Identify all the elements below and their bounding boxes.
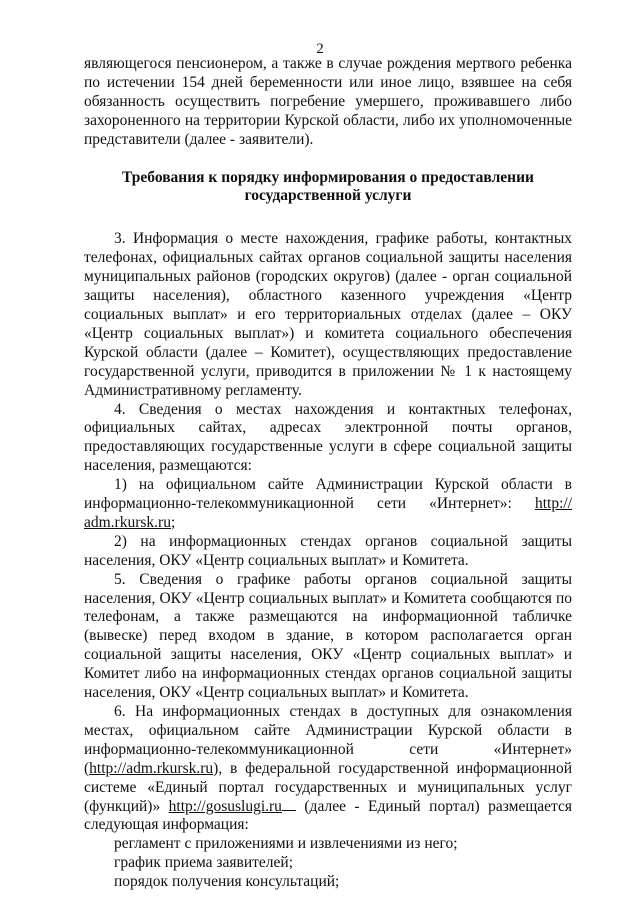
paragraph-4-item-1-text: 1) на официальном сайте Администрации Курской области в информационно-телекоммуникационной сети «Интернет»:	[84, 476, 572, 513]
gosuslugi-link[interactable]: http://gosuslugi.ru	[168, 797, 282, 815]
link-underline-gap	[282, 798, 296, 811]
paragraph-4: 4. Сведения о местах нахождения и контактных телефонах, официальных сайтах, адресах электронной почты органов, предоставляющих государственные услуги в сфере социальной защиты населения, размещаются:	[84, 400, 572, 475]
section-heading-line-2: государственной услуги	[244, 187, 412, 205]
paragraph-6-text-after: (далее - Единый портал) размещается следующая информация:	[84, 797, 572, 834]
paragraph-4-item-1	[84, 476, 572, 533]
admin-site-link-2[interactable]: http://adm.rkursk.ru	[89, 759, 214, 777]
list-item: график приема заявителей;	[114, 854, 294, 872]
list-item: регламент с приложениями и извлечениями из него;	[114, 835, 458, 853]
document-body	[84, 55, 572, 892]
page-number: 2	[316, 41, 324, 57]
paragraph-6	[84, 703, 572, 835]
paragraph-6-text-middle: ), в федеральной государственной информационной системе «Единый портал государственных и муниципальных услуг (функций)»	[84, 759, 572, 815]
paragraph-4-item-1-tail: ;	[170, 513, 176, 531]
admin-site-link[interactable]: http:// adm.rkursk.ru	[84, 495, 573, 531]
section-heading	[84, 169, 572, 207]
list-item: порядок получения консультаций;	[114, 873, 340, 891]
paragraph-intro: являющегося пенсионером, а также в случае рождения мертвого ребенка по истечении 154 дней беременности или иное лицо, взявшее на себя обязанность осуществить погребение умершего, проживавшего либо захороненного на территории Курской области, либо их уполномоченные представители (далее - заявители).	[84, 55, 572, 148]
section-heading-line-1: Требования к порядку информирования о предоставлении	[122, 168, 534, 186]
paragraph-4-item-2: 2) на информационных стендах органов социальной защиты населения, ОКУ «Центр социальных выплат» и Комитета.	[84, 532, 572, 569]
paragraph-5: 5. Сведения о графике работы органов социальной защиты населения, ОКУ «Центр социальных выплат» и Комитета сообщаются по телефонам, а также размещаются на информационной табличке (вывеске) перед входом в здание, в котором располагается орган социальной защиты населения, ОКУ «Центр социальных выплат» и Комитет либо на информационных стендах органов социальной защиты населения, ОКУ «Центр социальных выплат» и Комитета.	[84, 570, 572, 702]
paragraph-6-text-before: 6. На информационных стендах в доступных для ознакомления местах, официальном сайте Администрации Курской области в информационно-телекоммуникационной сети «Интернет» (	[84, 703, 572, 777]
paragraph-3: 3. Информация о месте нахождения, графике работы, контактных телефонах, официальных сайтах органов социальной защиты населения муниципальных районов (городских округов) (далее - орган социальной защиты населения), областного казенного учреждения «Центр социальных выплат» и его территориальных отделах (далее – ОКУ «Центр социальных выплат») и комитета социального обеспечения Курской области (далее – Комитет), осуществляющих предоставление государственной услуги, приводится в приложении № 1 к настоящему Административному регламенту.	[84, 230, 572, 399]
